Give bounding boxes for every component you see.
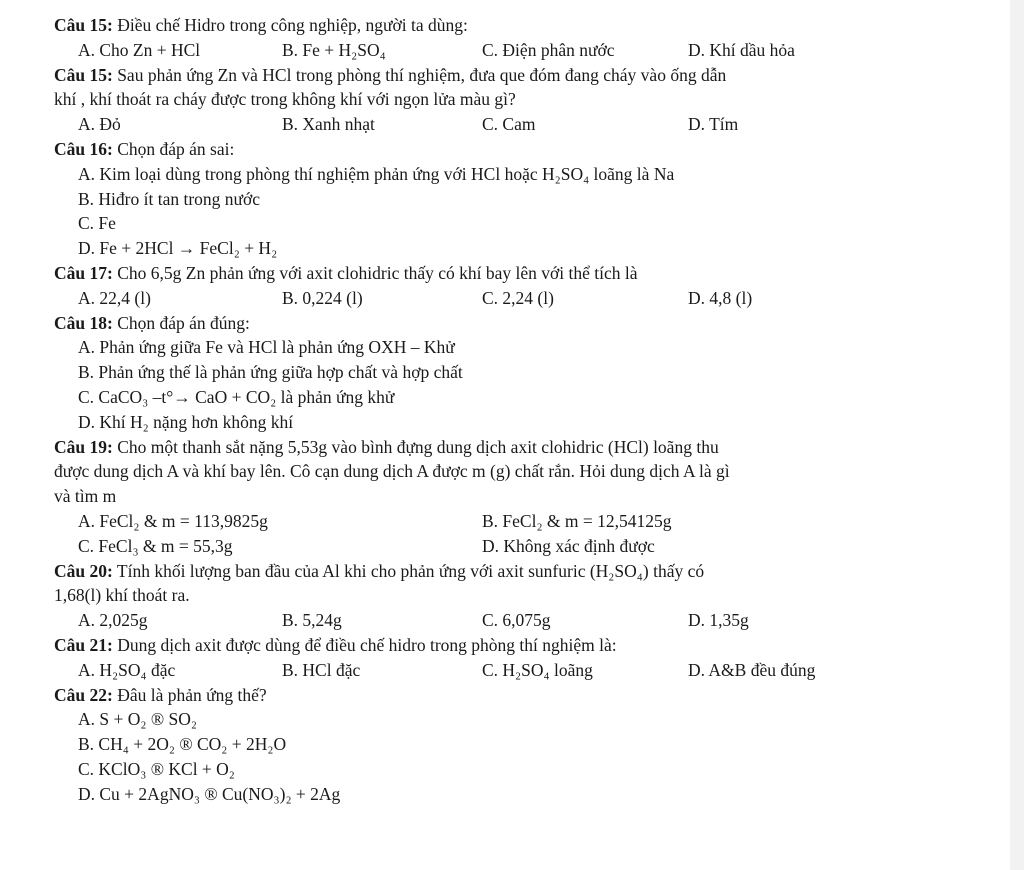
- answer-option-a: A. S + O₂ ® SO₂: [78, 709, 197, 730]
- question-text-continued: được dung dịch A và khí bay lên. Cô cạn dung dịch A được m (g) chất rắn. Hỏi dung dịch A là gì: [54, 461, 730, 482]
- question-stem: [54, 684, 267, 706]
- question-stem: [54, 14, 468, 36]
- answer-option-d: D. 4,8 (l): [688, 287, 753, 308]
- page-edge-shadow: [1010, 0, 1024, 870]
- question-text: Chọn đáp án đúng:: [112, 312, 250, 333]
- answer-option-b: B. CH₄ + 2O₂ ® CO₂ + 2H₂O: [78, 734, 287, 755]
- question-text: Tính khối lượng ban đầu của Al khi cho phản ứng với axit sunfuric (H₂SO₄) thấy có: [112, 560, 705, 581]
- answer-option-a: A. 22,4 (l): [78, 287, 151, 308]
- answer-option-d: D. Khí dầu hỏa: [688, 39, 795, 60]
- answer-option-c: C. Cam: [482, 114, 536, 135]
- question-label: Câu 15:: [54, 64, 113, 85]
- answer-option-c: C. 6,075g: [482, 610, 551, 631]
- answer-option-d: D. Tím: [688, 114, 739, 135]
- answer-option-b: B. 0,224 (l): [282, 287, 363, 308]
- question-text-continued: và tìm m: [54, 486, 117, 507]
- question-stem: [54, 138, 234, 160]
- answer-option-c: C. CaCO₃ –t°→ CaO + CO₂ là phản ứng khử: [78, 387, 395, 407]
- question-label: Câu 15:: [54, 15, 113, 35]
- answer-option-d: D. Fe + 2HCl → FeCl₂ + H₂: [78, 238, 278, 259]
- question-text-continued: 1,68(l) khí thoát ra.: [54, 585, 190, 606]
- answer-option-d: D. Không xác định được: [482, 535, 655, 556]
- question-text: Dung dịch axit được dùng để điều chế hidro trong phòng thí nghiệm là:: [112, 635, 617, 655]
- answer-option-a: A. Kim loại dùng trong phòng thí nghiệm phản ứng với HCl hoặc H₂SO₄ loãng là Na: [78, 163, 675, 184]
- question-label: Câu 16:: [54, 139, 113, 159]
- question-text: Điều chế Hidro trong công nghiệp, người ta dùng:: [112, 15, 468, 35]
- answer-option-a: A. Phản ứng giữa Fe và HCl là phản ứng OXH – Khử: [78, 337, 455, 358]
- answer-option-c: C. KClO₃ ® KCl + O₂: [78, 759, 235, 779]
- answer-option-d: D. Cu + 2AgNO₃ ® Cu(NO₃)₂ + 2Ag: [78, 783, 341, 804]
- question-stem: [54, 634, 617, 656]
- answer-option-c: C. Fe: [78, 213, 116, 234]
- question-text-continued: khí , khí thoát ra cháy được trong không khí với ngọn lửa màu gì?: [54, 89, 516, 110]
- answer-option-d: D. 1,35g: [688, 610, 749, 631]
- question-label: Câu 18:: [54, 312, 113, 333]
- question-text: Cho 6,5g Zn phản ứng với axit clohidric thấy có khí bay lên với thể tích là: [112, 263, 638, 283]
- question-label: Câu 20:: [54, 560, 113, 581]
- answer-option-a: A. 2,025g: [78, 610, 148, 631]
- answer-option-b: B. HCl đặc: [282, 659, 361, 680]
- answer-option-b: B. Hiđro ít tan trong nước: [78, 188, 261, 209]
- answer-option-d: D. Khí H₂ nặng hơn không khí: [78, 411, 294, 432]
- question-text: Đâu là phản ứng thế?: [112, 684, 267, 705]
- answer-option-c: C. Điện phân nước: [482, 39, 615, 60]
- answer-option-c: C. H₂SO₄ loãng: [482, 659, 593, 680]
- answer-option-b: B. Xanh nhạt: [282, 114, 375, 135]
- question-label: Câu 19:: [54, 436, 113, 457]
- answer-option-a: A. H₂SO₄ đặc: [78, 659, 176, 680]
- answer-option-c: C. 2,24 (l): [482, 287, 554, 308]
- question-text: Sau phản ứng Zn và HCl trong phòng thí nghiệm, đưa que đóm đang cháy vào ống dẫn: [112, 64, 727, 85]
- answer-option-a: A. FeCl₂ & m = 113,9825g: [78, 511, 268, 531]
- answer-option-b: B. Fe + H₂SO₄: [282, 39, 386, 60]
- answer-option-b: B. Phản ứng thế là phản ứng giữa hợp chất và hợp chất: [78, 362, 463, 383]
- question-stem: [54, 312, 250, 334]
- question-stem: [54, 64, 726, 86]
- answer-option-a: A. Cho Zn + HCl: [78, 39, 201, 60]
- question-text: Chọn đáp án sai:: [112, 139, 235, 159]
- question-stem: [54, 262, 638, 284]
- question-text: Cho một thanh sắt nặng 5,53g vào bình đựng dung dịch axit clohidric (HCl) loãng thu: [112, 436, 719, 457]
- question-label: Câu 17:: [54, 263, 113, 283]
- answer-option-b: B. FeCl₂ & m = 12,54125g: [482, 511, 672, 531]
- question-stem: [54, 560, 704, 582]
- answer-option-d: D. A&B đều đúng: [688, 659, 816, 680]
- answer-option-b: B. 5,24g: [282, 610, 342, 631]
- answer-option-c: C. FeCl₃ & m = 55,3g: [78, 535, 233, 556]
- question-stem: [54, 436, 719, 458]
- question-label: Câu 21:: [54, 635, 113, 655]
- answer-option-a: A. Đỏ: [78, 114, 121, 135]
- question-label: Câu 22:: [54, 684, 113, 705]
